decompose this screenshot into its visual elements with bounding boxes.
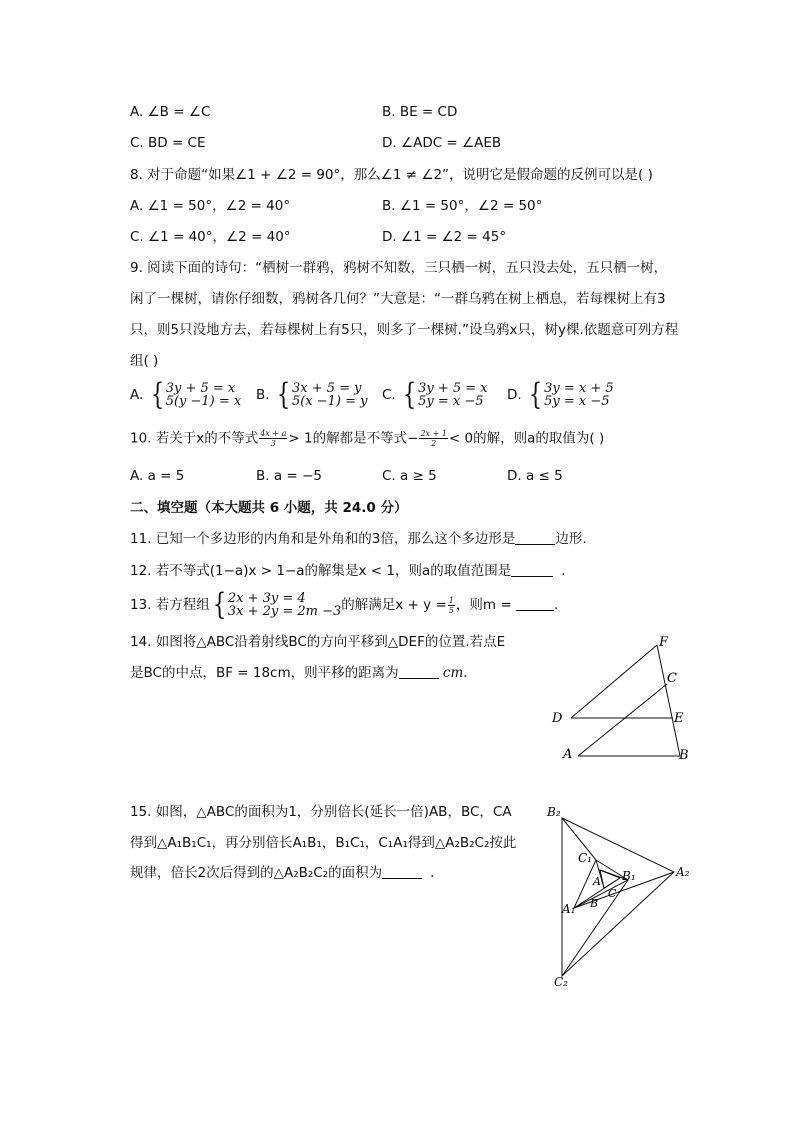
q9-option-d-label: D. <box>507 387 522 403</box>
q10-option-c: C. a ≥ 5 <box>382 468 437 484</box>
q15-label-c: C <box>608 887 617 900</box>
q10-option-b: B. a = −5 <box>256 468 322 484</box>
q15-text: 规律，倍长2次后得到的△A₂B₂C₂的面积为 <box>130 865 383 881</box>
q9-option-c-label: C. <box>382 387 396 403</box>
q10-stem <box>130 429 604 448</box>
q14-label-c: C <box>667 671 677 686</box>
q10-fraction-2 <box>419 429 447 448</box>
q13-frac-denominator: 5 <box>448 605 454 615</box>
q9-c-eq2: 5y = x −5 <box>418 394 484 409</box>
q13-system: { 2x + 3y = 4 3x + 2y = 2m −3 <box>212 587 342 622</box>
q8-stem: 8. 对于命题“如果∠1 + ∠2 = 90°，那么∠1 ≠ ∠2”，说明它是假命题的反例可以是( ) <box>130 167 653 183</box>
q9-option-b-system: { 3x + 5 = y 5(x −1) = y <box>276 377 368 412</box>
q10-option-a: A. a = 5 <box>130 468 185 484</box>
q7-option-c: C. BD = CE <box>130 135 206 151</box>
q7-option-d: D. ∠ADC = ∠AEB <box>382 135 502 151</box>
q13-middle: 的解满足x + y = <box>341 597 447 613</box>
q15-triangle-a1b1c1 <box>574 860 628 908</box>
q9-line-1: 9. 阅读下面的诗句：“栖树一群鸦，鸦树不知数，三只栖一树，五只没去处，五只栖一树， <box>130 260 668 276</box>
q14-edge-fb <box>657 645 680 756</box>
q9-option-d <box>507 377 614 412</box>
q10-option-d: D. a ≤ 5 <box>507 468 563 484</box>
q9-b-eq1: 3x + 5 = y <box>291 381 362 396</box>
q15-line-1: 15. 如图，△ABC的面积为1，分别倍长(延长一倍)AB，BC，CA <box>130 804 512 820</box>
q14-answer-blank[interactable] <box>399 664 439 679</box>
q13-fraction <box>448 596 455 615</box>
q14-label-d: D <box>552 711 563 726</box>
q7-option-a: A. ∠B = ∠C <box>130 104 211 120</box>
q10-middle: > 1的解都是不等式− <box>288 430 419 447</box>
q13-eq1: 2x + 3y = 4 <box>227 591 306 606</box>
q12-stem <box>130 562 566 580</box>
q15-figure <box>540 800 700 995</box>
q13-answer-blank[interactable] <box>516 596 554 611</box>
q14-edge-fd <box>571 645 657 718</box>
q15-end: . <box>430 865 435 881</box>
q14-unit: cm. <box>442 665 468 681</box>
q7-option-b: B. BE = CD <box>382 104 458 120</box>
q10-frac2-numerator: 2x + 1 <box>420 429 447 438</box>
q13-suffix: ，则m = <box>455 597 512 613</box>
q9-line-3: 只，则5只没地方去，若每棵树上有5只，则多了一棵树.”设乌鸦x只，树y棵.依题意可列方程 <box>130 322 679 338</box>
q14-label-a: A <box>563 747 573 762</box>
q14-figure <box>545 632 705 767</box>
q10-suffix: < 0的解，则a的取值为( ) <box>448 430 605 447</box>
q9-a-eq2: 5(y −1) = x <box>165 394 242 409</box>
q9-a-eq1: 3y + 5 = x <box>165 381 236 396</box>
q15-answer-blank[interactable] <box>382 864 422 879</box>
q9-option-d-system: { 3y = x + 5 5y = x −5 <box>528 377 614 412</box>
q11-suffix: 边形. <box>555 531 587 547</box>
q10-frac2-denominator: 2 <box>431 439 437 448</box>
q11-answer-blank[interactable] <box>515 530 555 545</box>
q10-frac1-denominator: 3 <box>270 439 276 448</box>
q14-label-e: E <box>674 711 684 726</box>
q9-option-b-label: B. <box>256 387 270 403</box>
q15-line-3 <box>130 864 434 882</box>
q15-label-a: A <box>593 875 601 888</box>
q9-option-c-system: { 3y + 5 = x 5y = x −5 <box>402 377 488 412</box>
q8-option-c: C. ∠1 = 40°，∠2 = 40° <box>130 229 291 245</box>
q9-option-a-label: A. <box>130 387 144 403</box>
q8-option-d: D. ∠1 = ∠2 = 45° <box>382 229 507 245</box>
q13-end: . <box>553 597 559 613</box>
q9-line-2: 闲了一棵树，请你仔细数，鸦树各几何？”大意是：“一群乌鸦在树上栖息，若每棵树上有3 <box>130 291 666 307</box>
q9-option-b <box>256 377 368 412</box>
q8-option-a: A. ∠1 = 50°，∠2 = 40° <box>130 198 291 214</box>
q14-line-2 <box>130 664 468 682</box>
q12-suffix: . <box>561 563 566 579</box>
q15-label-b1: B₁ <box>622 869 636 883</box>
q15-line-2: 得到△A₁B₁C₁，再分别倍长A₁B₁，B₁C₁，C₁A₁得到△A₂B₂C₂按此 <box>130 835 517 851</box>
q9-option-a <box>130 377 242 412</box>
q15-label-a1: A₁ <box>562 902 576 916</box>
q15-label-c2: C₂ <box>554 975 568 989</box>
q11-text: 11. 已知一个多边形的内角和是外角和的3倍，那么这个多边形是 <box>130 531 516 547</box>
q10-prefix: 10. 若关于x的不等式 <box>130 430 259 447</box>
q9-d-eq2: 5y = x −5 <box>544 394 610 409</box>
q11-stem <box>130 530 587 548</box>
q15-label-a2: A₂ <box>676 865 690 879</box>
q9-line-4: 组( ) <box>130 353 159 369</box>
section-2-title: 二、填空题（本大题共 6 小题，共 24.0 分） <box>130 500 408 516</box>
q14-text: 是BC的中点，BF = 18cm，则平移的距离为 <box>130 665 399 681</box>
q9-d-eq1: 3y = x + 5 <box>544 381 614 396</box>
q12-text: 12. 若不等式(1−a)x > 1−a的解集是x < 1，则a的取值范围是 <box>130 563 512 579</box>
q9-b-eq2: 5(x −1) = y <box>291 394 368 409</box>
q10-fraction-1 <box>259 429 287 448</box>
q10-frac1-numerator: 4x + a <box>260 429 287 438</box>
q14-label-f: F <box>659 635 669 650</box>
q14-line-1: 14. 如图将△ABC沿着射线BC的方向平移到△DEF的位置.若点E <box>130 634 506 650</box>
q9-c-eq1: 3y + 5 = x <box>418 381 488 396</box>
q9-option-a-system: { 3y + 5 = x 5(y −1) = x <box>150 377 242 412</box>
q9-option-c <box>382 377 488 412</box>
q15-label-b: B <box>590 897 599 910</box>
q14-label-b: B <box>679 748 689 763</box>
q14-edge-ca <box>578 684 667 756</box>
q12-answer-blank[interactable] <box>511 562 553 577</box>
q15-label-b2: B₂ <box>547 805 561 819</box>
q13-frac-numerator: 1 <box>448 595 454 605</box>
q8-option-b: B. ∠1 = 50°，∠2 = 50° <box>382 198 543 214</box>
q13-prefix: 13. 若方程组 <box>130 597 210 613</box>
q13-stem <box>130 587 559 622</box>
q13-eq2: 3x + 2y = 2m −3 <box>227 604 342 619</box>
q15-label-c1: C₁ <box>578 851 592 865</box>
